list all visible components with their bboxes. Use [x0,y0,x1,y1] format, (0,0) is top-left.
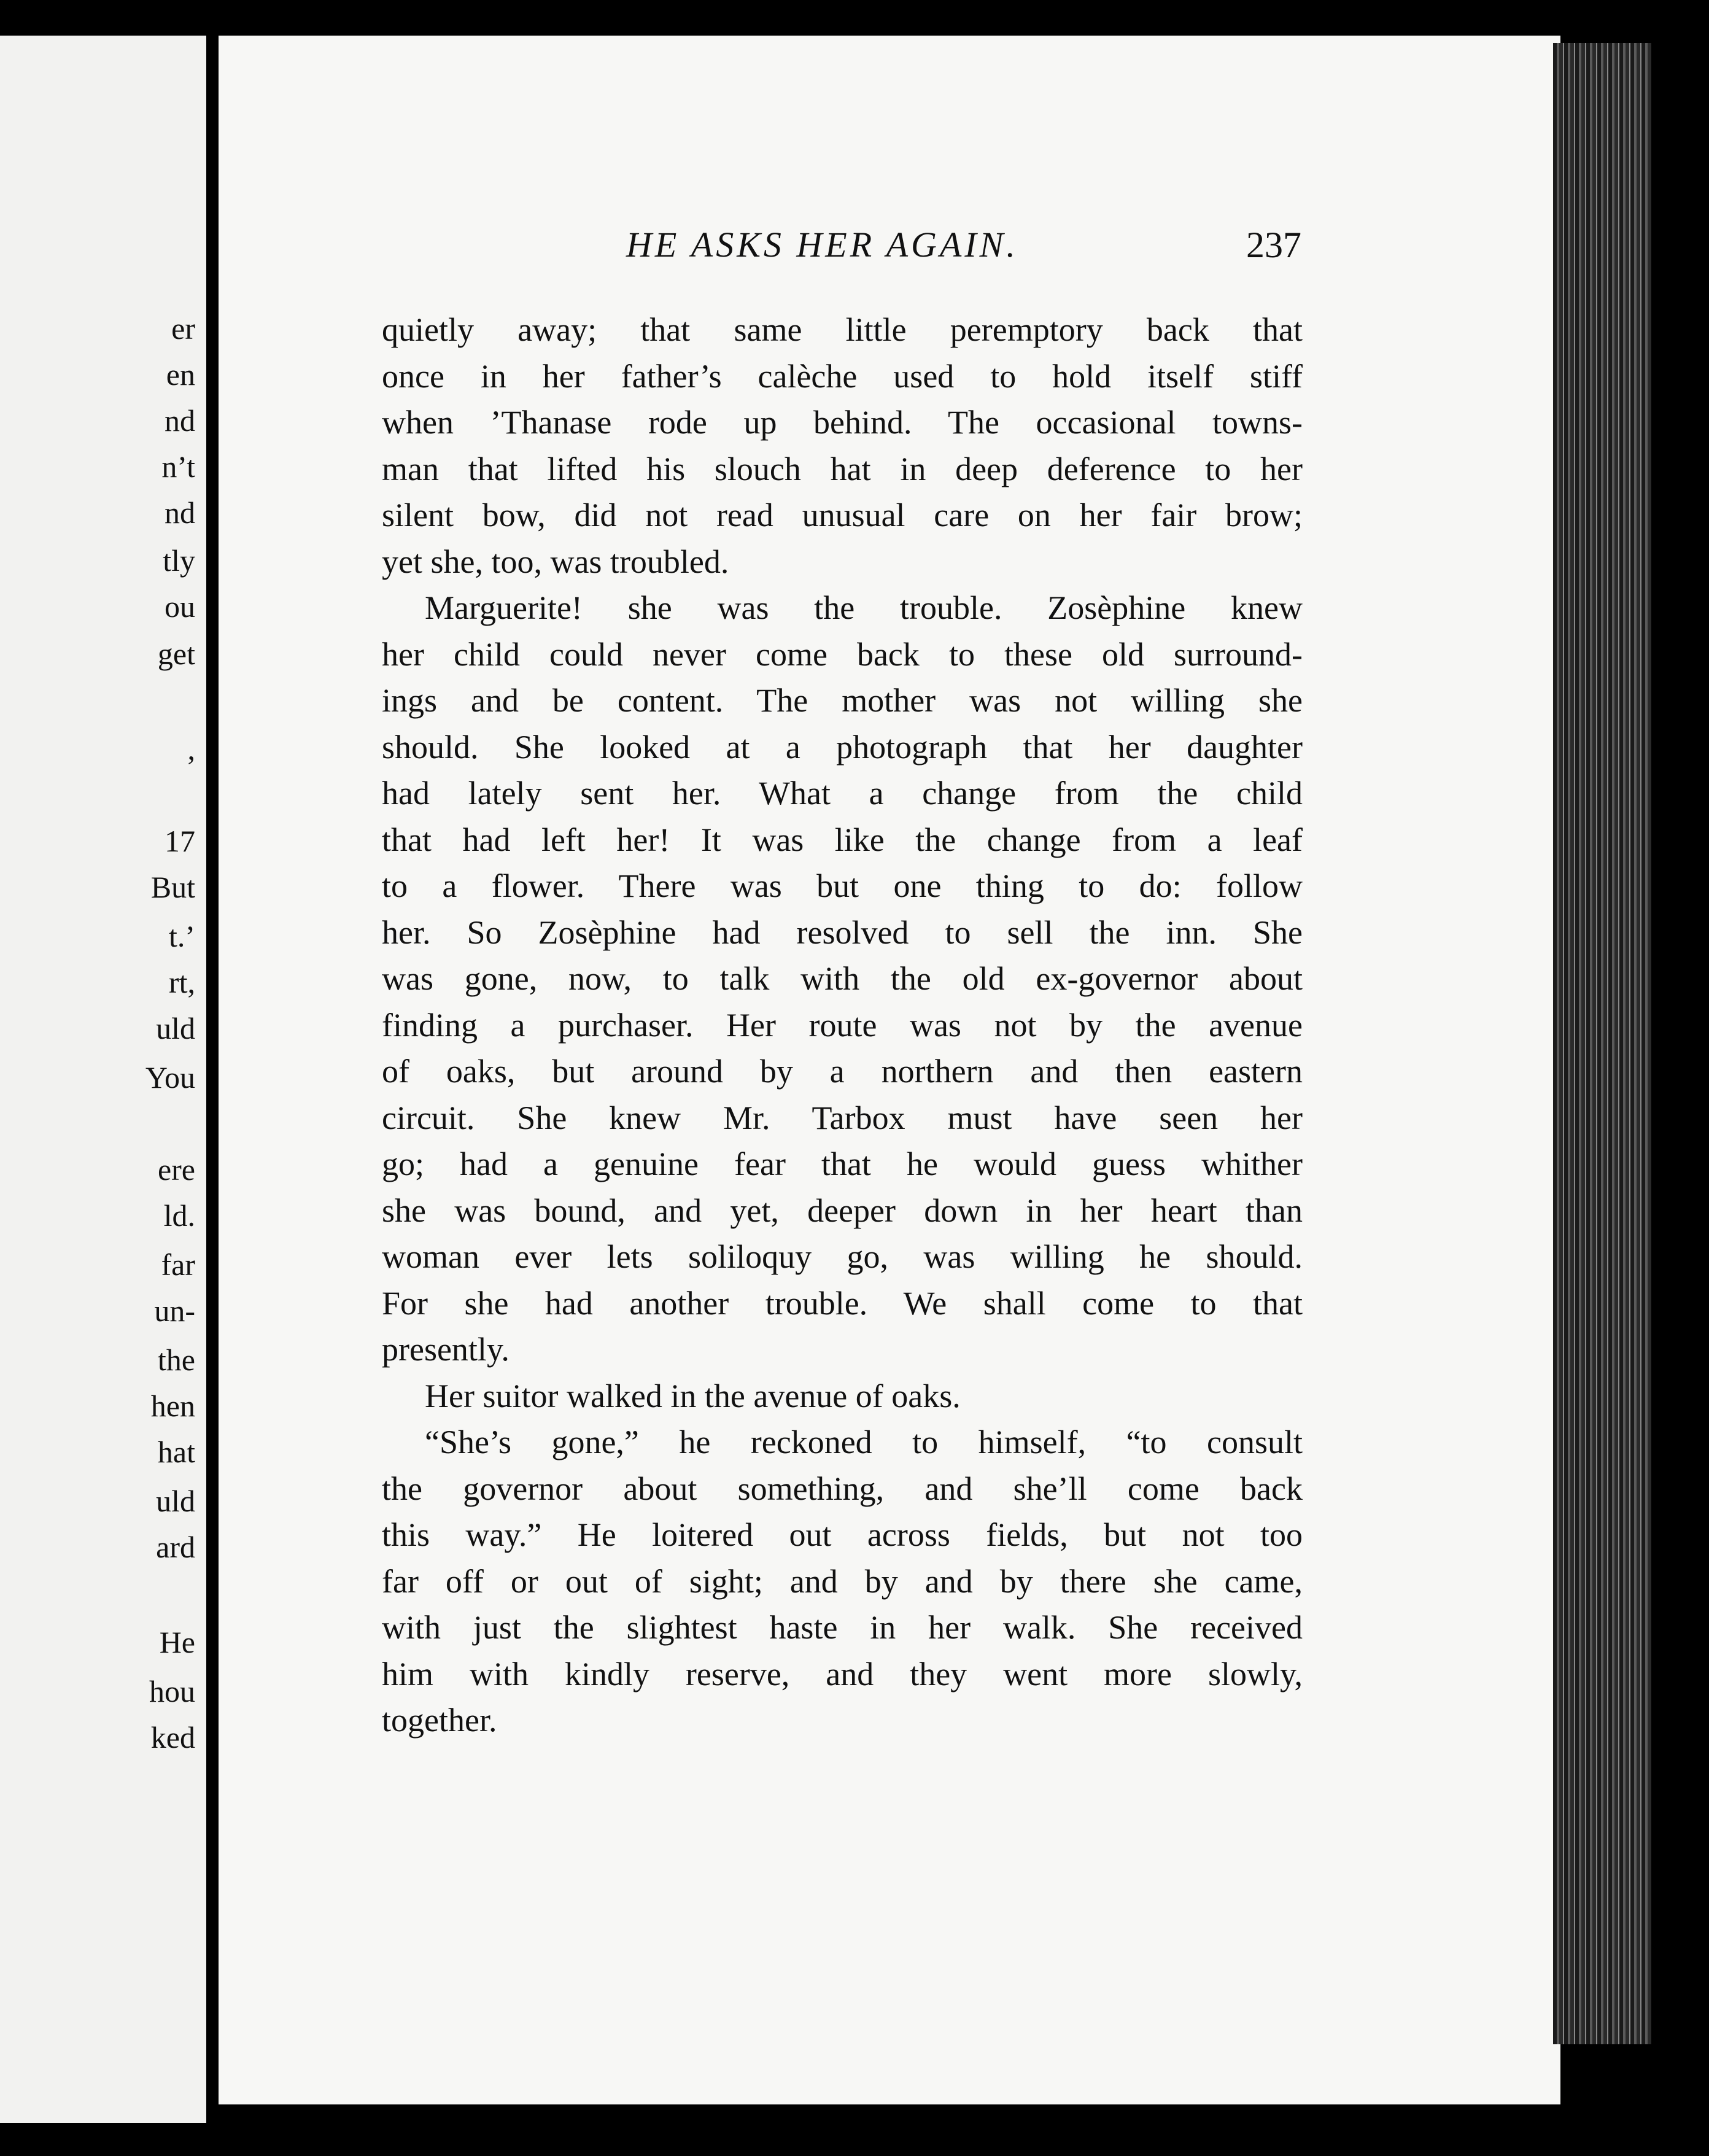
paragraph [382,1373,1303,1420]
text-line: yet she, too, was troubled. [382,543,729,580]
text-line: with just the slightest haste in her walk. She received [382,1609,1303,1646]
left-page-fragment: n’t [161,449,195,484]
left-page-fragment: hen [150,1389,195,1423]
text-line: her child could never come back to these old surround- [382,635,1303,673]
text-line: once in her father’s calèche used to hold itself stiff [382,357,1303,395]
text-line: Marguerite! she was the trouble. Zosèphine knew [425,589,1303,626]
left-page-fragment: ere [157,1152,195,1187]
left-page-fragment: get [157,637,195,671]
text-line: to a flower. There was but one thing to do: follow [382,867,1303,904]
text-line: go; had a genuine fear that he would guess whither [382,1146,1303,1182]
text-line: this way.” He loitered out across fields, but not too [382,1516,1303,1553]
left-page-fragment: hat [157,1435,195,1469]
left-page-fragment: ard [156,1530,195,1564]
paragraph [382,307,1303,585]
text-line: of oaks, but around by a northern and then eastern [382,1053,1303,1090]
left-page-fragment: t.’ [168,919,195,953]
left-page-fragment: er [171,311,195,346]
text-line: him with kindly reserve, and they went more slowly, [382,1655,1303,1693]
left-page [0,36,206,2123]
text-line: presently. [382,1331,510,1368]
running-head: HE ASKS HER AGAIN. [626,225,1018,265]
text-line: far off or out of sight; and by and by there she came, [382,1562,1303,1600]
page-number: 237 [1246,225,1301,265]
left-page-fragment: But [150,870,195,904]
text-line: had lately sent her. What a change from the child [382,775,1303,812]
page-header [626,224,1301,267]
text-line: Her suitor walked in the avenue of oaks. [425,1377,961,1414]
text-line: finding a purchaser. Her route was not by the avenue [382,1006,1303,1044]
text-line: she was bound, and yet, deeper down in her heart than [382,1192,1303,1229]
page-edge [1553,43,1651,2044]
left-page-fragment: the [157,1343,195,1377]
left-page-fragment: You [145,1060,195,1095]
left-page-fragment: un- [154,1293,195,1328]
text-line: should. She looked at a photograph that her daughter [382,728,1303,766]
text-line: For she had another trouble. We shall come to that [382,1284,1303,1322]
left-page-fragment: far [161,1247,195,1282]
left-page-fragment: rt, [168,965,195,999]
text-line: the governor about something, and she’ll come back [382,1470,1303,1507]
body-text [382,307,1303,1744]
left-page-fragment: He [159,1625,195,1659]
left-page-fragment: ked [150,1720,195,1755]
text-line: woman ever lets soliloquy go, was willing he should. [382,1238,1303,1275]
text-line: circuit. She knew Mr. Tarbox must have seen her [382,1099,1303,1136]
left-page-fragment: uld [156,1484,195,1518]
text-line: “She’s gone,” he reckoned to himself, “to consult [425,1424,1303,1460]
text-line: ings and be content. The mother was not willing she [382,682,1303,719]
left-page-fragment: ou [165,589,195,624]
left-page-fragment: tly [163,543,195,578]
text-line: when ’Thanase rode up behind. The occasional towns- [382,404,1303,441]
text-line: man that lifted his slouch hat in deep deference to her [382,450,1303,487]
text-line: together. [382,1702,497,1739]
left-page-fragment: hou [149,1674,195,1708]
left-page-fragment: nd [165,403,195,438]
paragraph [382,585,1303,1373]
left-page-fragment: uld [156,1011,195,1045]
text-line: her. So Zosèphine had resolved to sell the inn. She [382,913,1303,951]
left-page-fragment: ld. [163,1198,195,1233]
text-line: that had left her! It was like the change from a leaf [382,821,1303,858]
left-page-fragment: , [187,732,195,766]
text-line: quietly away; that same little peremptory back that [382,311,1303,348]
paragraph [382,1419,1303,1744]
left-page-fragment: en [166,357,195,392]
text-line: was gone, now, to talk with the old ex-governor about [382,960,1303,997]
left-page-fragment: 17 [165,824,195,858]
text-line: silent bow, did not read unusual care on her fair brow; [382,497,1303,533]
left-page-fragment: nd [165,495,195,530]
